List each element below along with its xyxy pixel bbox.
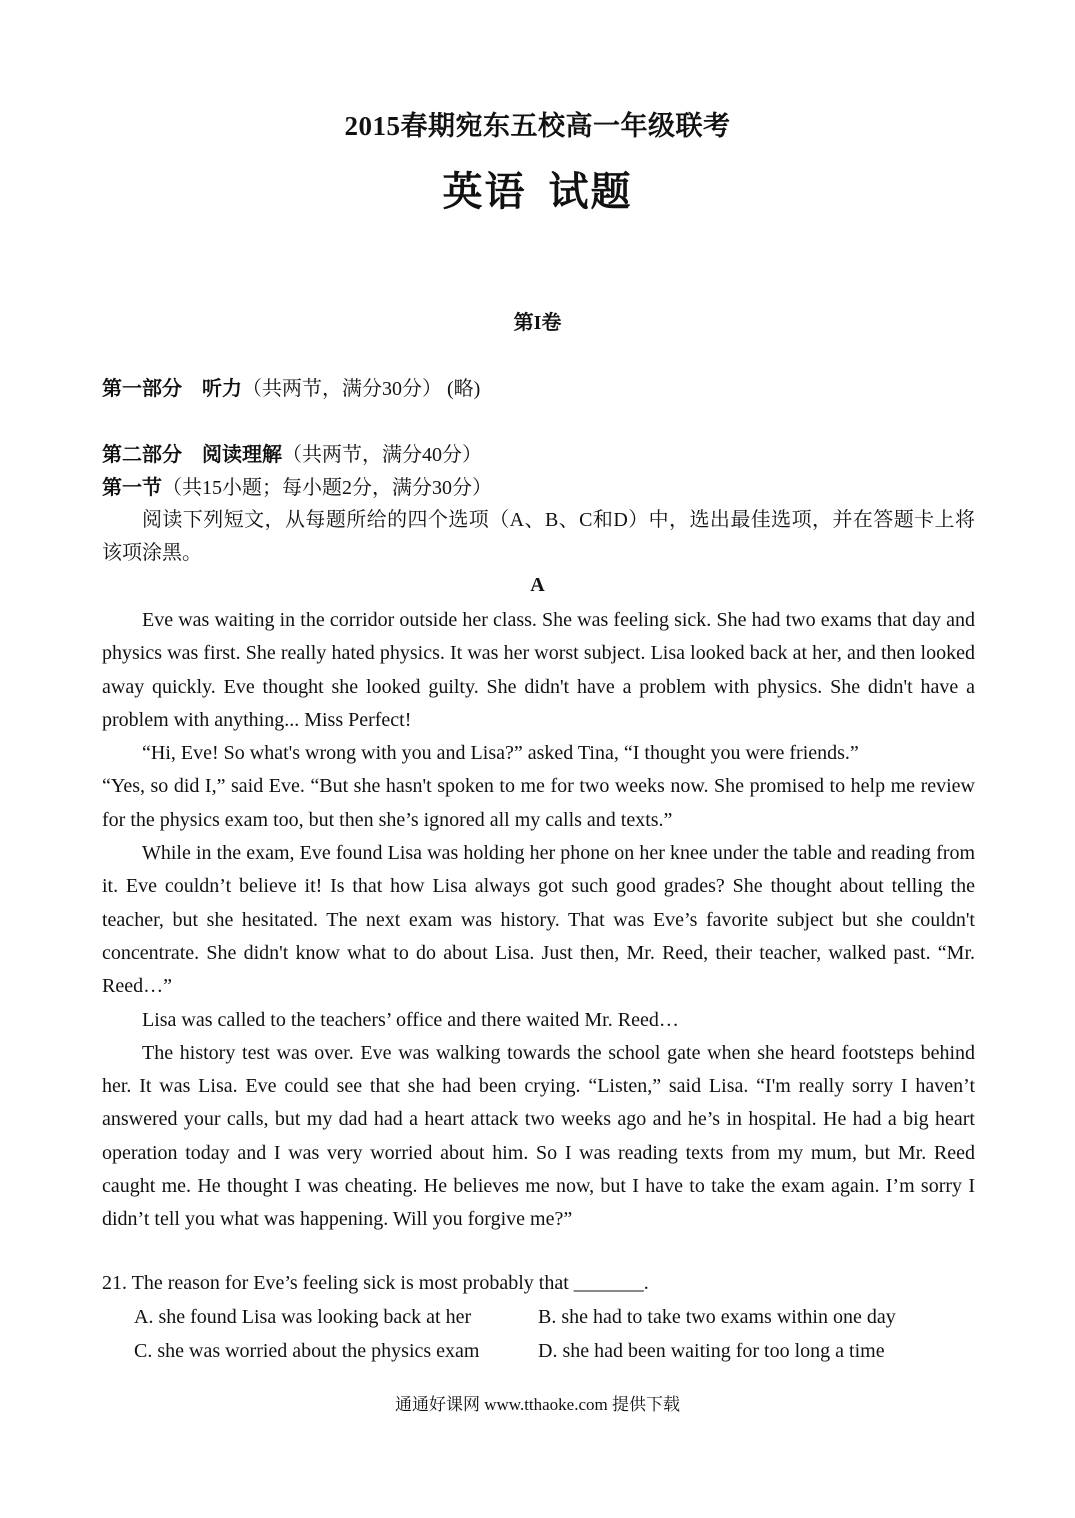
passage-label: A — [530, 574, 545, 596]
passage-paragraph: The history test was over. Eve was walking towards the school gate when she heard footsteps behind her. It was Lisa. Eve could see that she had been crying. “Listen,” said Lisa. “I'm really sorry I haven’t answered your calls, but my dad had a heart attack two weeks ago and he’s in hospital. He had a big heart operation today and I was very worried about him. So I was reading texts from my mum, but Mr. Reed caught me. He thought I was cheating. He believes me now, but I have to take the exam again. I’m sorry I didn’t tell you what was happening. Will you forgive me?” — [102, 1041, 975, 1231]
part2-line — [102, 438, 482, 467]
exam-title: 2015春期宛东五校高一年级联考 — [344, 111, 731, 141]
option-c: C. she was worried about the physics exam — [134, 1340, 480, 1362]
section1-line — [102, 471, 492, 500]
part1-line — [102, 372, 480, 401]
question-stem: 21. The reason for Eve’s feeling sick is most probably that _______. — [102, 1272, 649, 1294]
part1-heading: 第一部分 听力 — [102, 378, 242, 400]
volume-label: 第I卷 — [513, 312, 562, 334]
part2-heading: 第二部分 阅读理解 — [102, 444, 282, 466]
option-a: A. she found Lisa was looking back at her — [134, 1306, 472, 1328]
passage-paragraph: Eve was waiting in the corridor outside her class. She was feeling sick. She had two exams that day and physics was first. She really hated physics. It was her worst subject. Lisa looked back at her, and then looked away quickly. Eve thought she looked guilty. She didn't have a problem with physics. She didn't have a problem with anything... Miss Perfect! — [102, 609, 975, 731]
passage-paragraph: “Yes, so did I,” said Eve. “But she hasn't spoken to me for two weeks now. She promised to help me review for the physics exam too, but then she’s ignored all my calls and texts.” — [102, 775, 975, 831]
section1-heading: 第一节 — [102, 477, 162, 499]
passage-body — [102, 604, 975, 1237]
option-b: B. she had to take two exams within one day — [538, 1306, 896, 1328]
part2-detail: （共两节，满分40分） — [282, 444, 482, 466]
part1-detail: （共两节，满分30分） (略) — [242, 378, 481, 400]
subject-title: 英语 试题 — [442, 169, 633, 214]
option-d: D. she had been waiting for too long a time — [538, 1340, 885, 1362]
instructions: 阅读下列短文，从每题所给的四个选项（A、B、C和D）中，选出最佳选项，并在答题卡上将该项涂黑。 — [102, 509, 975, 564]
passage-paragraph: “Hi, Eve! So what's wrong with you and Lisa?” asked Tina, “I thought you were friends.” — [142, 742, 859, 765]
footer-credit: 通通好课网 www.tthaoke.com 提供下载 — [394, 1395, 681, 1414]
passage-paragraph: Lisa was called to the teachers’ office and there waited Mr. Reed… — [142, 1008, 679, 1031]
passage-paragraph: While in the exam, Eve found Lisa was holding her phone on her knee under the table and reading from it. Eve couldn’t believe it! Is that how Lisa always got such good grades? She thought about telling the teacher, but she hesitated. The next exam was history. That was Eve’s favorite subject but she couldn't concentrate. She didn't know what to do about Lisa. Just then, Mr. Reed, their teacher, walked past. “Mr. Reed…” — [102, 842, 975, 998]
section1-detail: （共15小题；每小题2分，满分30分） — [162, 477, 492, 499]
